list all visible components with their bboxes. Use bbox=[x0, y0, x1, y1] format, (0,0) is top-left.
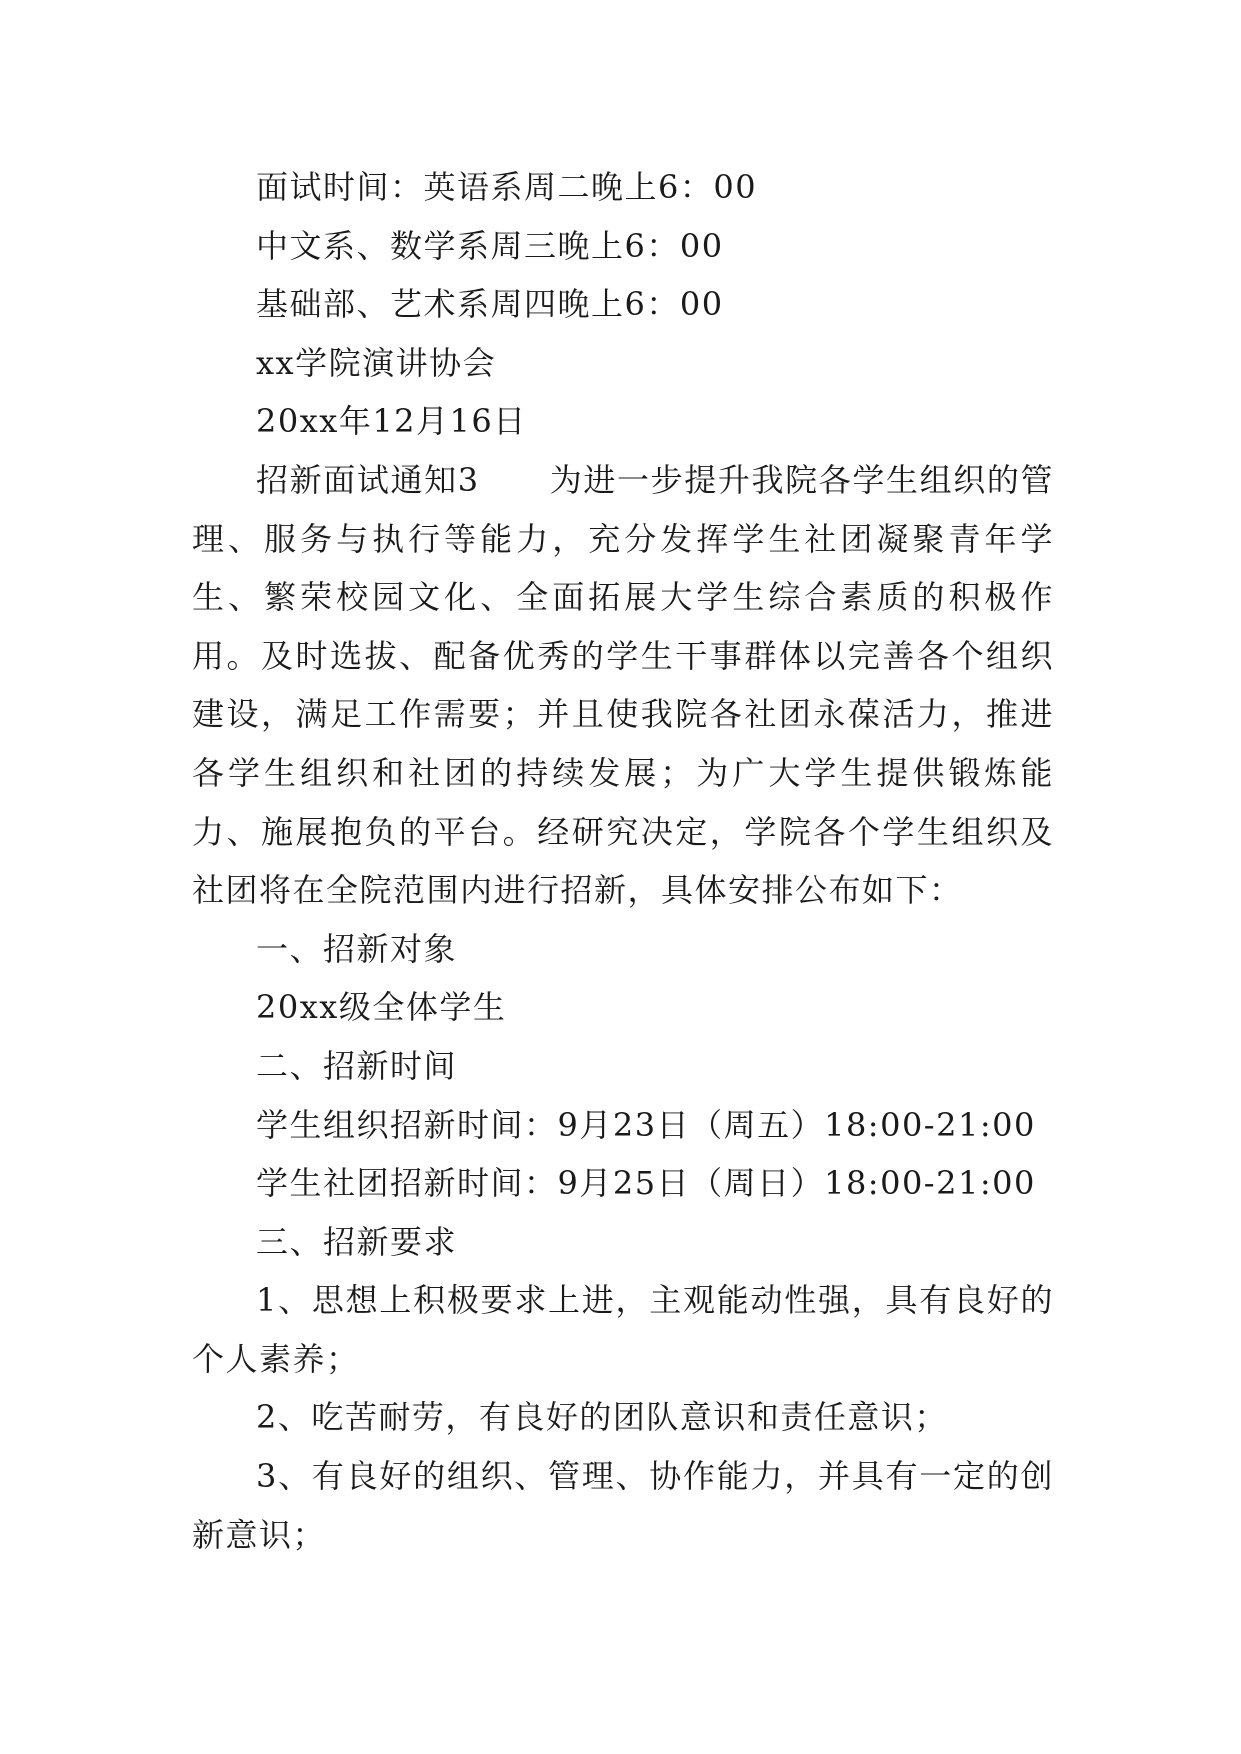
interview-time-line: 面试时间：英语系周二晚上6：00 bbox=[256, 168, 758, 206]
notice-paragraph bbox=[192, 451, 1054, 920]
organizer-line: xx学院演讲协会 bbox=[256, 343, 497, 382]
schedule-foundation-art-line: 基础部、艺术系周四晚上6：00 bbox=[256, 285, 724, 324]
requirement-3: 3、有良好的组织、管理、协作能力，并具有一定的创新意识； bbox=[192, 1457, 1054, 1554]
section2-heading: 二、招新时间 bbox=[256, 1046, 458, 1085]
requirement-2: 2、吃苦耐劳，有良好的团队意识和责任意识； bbox=[256, 1398, 948, 1437]
section3-heading: 三、招新要求 bbox=[256, 1222, 458, 1261]
section2-line1: 学生组织招新时间：9月23日（周五）18:00-21:00 bbox=[256, 1105, 1036, 1144]
date-line: 20xx年12月16日 bbox=[256, 402, 527, 441]
section1-body: 20xx级全体学生 bbox=[256, 988, 507, 1027]
document-body bbox=[192, 158, 1054, 1564]
section1-heading: 一、招新对象 bbox=[256, 929, 458, 968]
schedule-chinese-math-line: 中文系、数学系周三晚上6：00 bbox=[256, 226, 724, 265]
requirement-1: 1、思想上积极要求上进，主观能动性强，具有良好的个人素养； bbox=[192, 1281, 1054, 1378]
notice-intro: 为进一步提升我院各学生组织的管理、服务与执行等能力，充分发挥学生社团凝聚青年学生、繁荣校园文化、全面拓展大学生综合素质的积极作用。及时选拔、配备优秀的学生干事群体以完善各个组织建设，满足工作需要；并且使我院各社团永葆活力，推进各学生组织和社团的持续发展；为广大学生提供锻炼能力、施展抱负的平台。经研究决定，学院各个学生组织及社团将在全院范围内进行招新，具体安排公布如下： bbox=[192, 460, 1054, 910]
section2-line2: 学生社团招新时间：9月25日（周日）18:00-21:00 bbox=[256, 1164, 1036, 1203]
notice-title: 招新面试通知3 bbox=[256, 460, 480, 499]
